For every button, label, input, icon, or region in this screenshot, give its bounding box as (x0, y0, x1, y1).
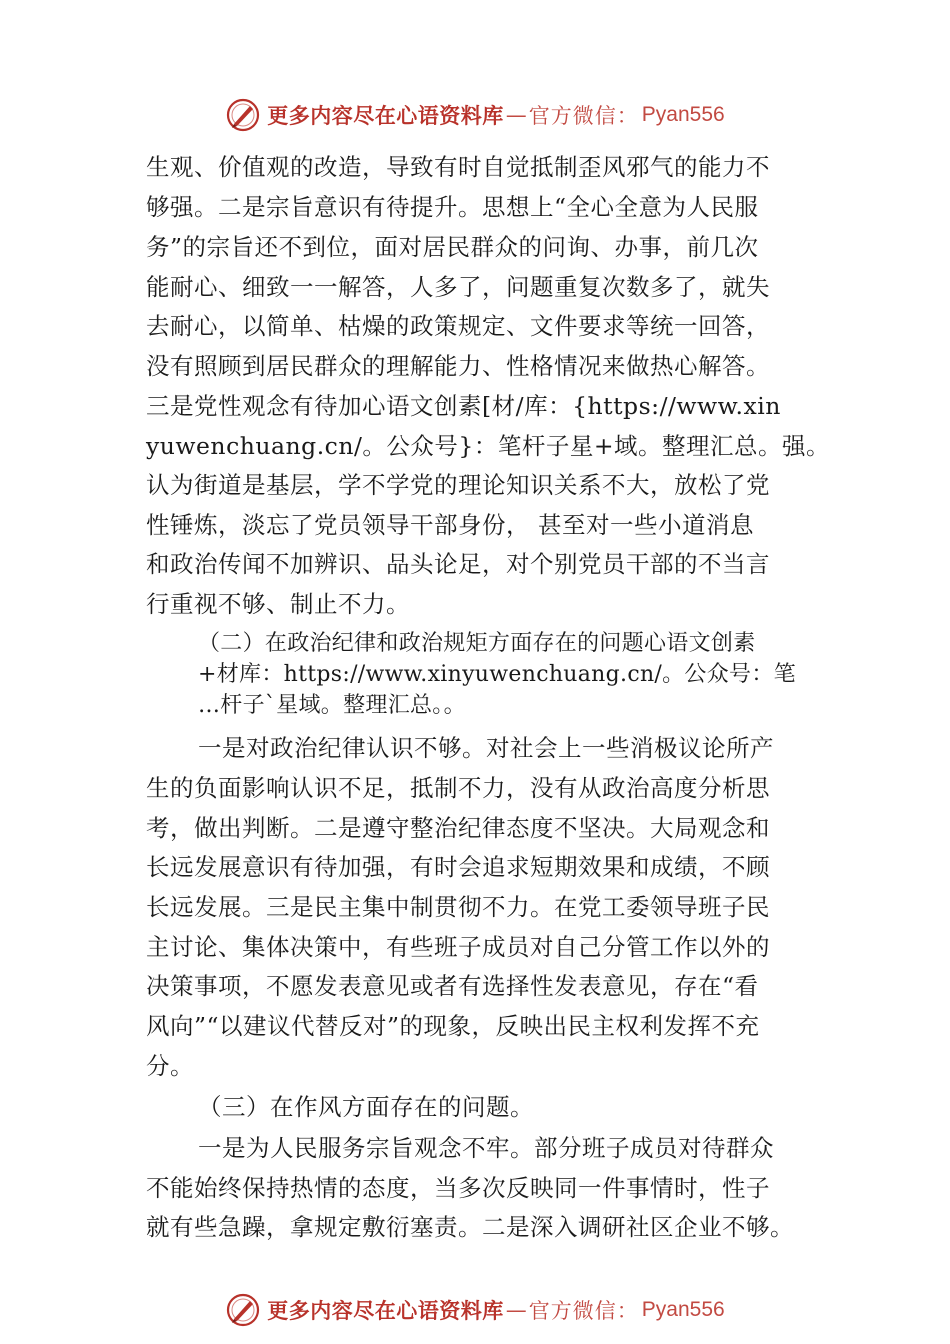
footer-brand-text: 更多内容尽在心语资料库 (267, 1298, 504, 1323)
text-line: 够强。二是宗旨意识有待提升。思想上“全心全意为人民服 (146, 193, 759, 221)
text-line: 行重视不够、制止不力。 (146, 590, 410, 618)
header-dash: — (505, 103, 527, 127)
text-line: 生观、价值观的改造，导致有时自觉抵制歪风邪气的能力不 (146, 153, 770, 181)
text-line: 不能始终保持热情的态度，当多次反映同一件事情时，性子 (146, 1174, 770, 1202)
text-line: 长远发展意识有待加强，有时会追求短期效果和成绩，不顾 (146, 853, 770, 881)
text-line: 认为街道是基层，学不学党的理论知识关系不大，放松了党 (146, 471, 770, 499)
text-line: 生的负面影响认识不足，抵制不力，没有从政治高度分析思 (146, 774, 770, 802)
text-line: 一是为人民服务宗旨观念不牢。部分班子成员对待群众 (198, 1134, 774, 1162)
footer-wechat-id: Pyan556 (641, 1298, 725, 1321)
text-line: 去耐心，以简单、枯燥的政策规定、文件要求等统一回答， (146, 312, 770, 340)
footer-label: 官方微信 (528, 1299, 617, 1323)
header-brand-text: 更多内容尽在心语资料库 (267, 103, 504, 128)
text-line: 务”的宗旨还不到位，面对居民群众的问询、办事，前几次 (146, 233, 759, 261)
text-line: 和政治传闻不加辨识、品头论足，对个别党员干部的不当言 (146, 550, 770, 578)
text-line: 三是党性观念有待加心语文创素[材/库：{https://www.xin (146, 392, 781, 420)
text-line: 风向”“以建议代替反对”的现象，反映出民主权利发挥不充 (146, 1012, 760, 1040)
section-heading-2-cont: +材库：https://www.xinyuwenchuang.cn/。公众号：笔 (198, 662, 796, 687)
text-line: 没有照顾到居民群众的理解能力、性格情况来做热心解答。 (146, 352, 770, 380)
text-line: 能耐心、细致一一解答，人多了，问题重复次数多了，就失 (146, 273, 770, 301)
text-line: yuwenchuang.cn/。公众号}：笔杆子星+域。整理汇总。强。 (146, 432, 831, 460)
header-wechat-id: Pyan556 (641, 103, 725, 126)
quill-logo-icon (225, 1292, 261, 1328)
footer-dash: — (505, 1298, 527, 1322)
text-line: 性锤炼，淡忘了党员领导干部身份， 甚至对一些小道消息 (146, 511, 754, 539)
text-line: 就有些急躁，拿规定敷衍塞责。二是深入调研社区企业不够。 (146, 1213, 794, 1241)
section-heading-3: （三）在作风方面存在的问题。 (198, 1093, 534, 1121)
section-heading-2: （二）在政治纪律和政治规矩方面存在的问题心语文创素 (198, 631, 756, 656)
text-line: 决策事项，不愿发表意见或者有选择性发表意见，存在“看 (146, 972, 759, 1000)
footer-separator: ： (616, 1299, 638, 1323)
header-separator: ： (616, 104, 638, 128)
text-line: 主讨论、集体决策中，有些班子成员对自己分管工作以外的 (146, 933, 770, 961)
text-line: 长远发展。三是民主集中制贯彻不力。在党工委领导班子民 (146, 893, 770, 921)
footer-banner (0, 1288, 950, 1332)
header-label: 官方微信 (528, 104, 617, 128)
text-line: 分。 (146, 1052, 194, 1080)
section-heading-2-cont: …杆子`星域。整理汇总。。 (198, 693, 466, 718)
text-line: 考，做出判断。二是遵守整治纪律态度不坚决。大局观念和 (146, 814, 770, 842)
text-line: 一是对政治纪律认识不够。对社会上一些消极议论所产 (198, 734, 774, 762)
